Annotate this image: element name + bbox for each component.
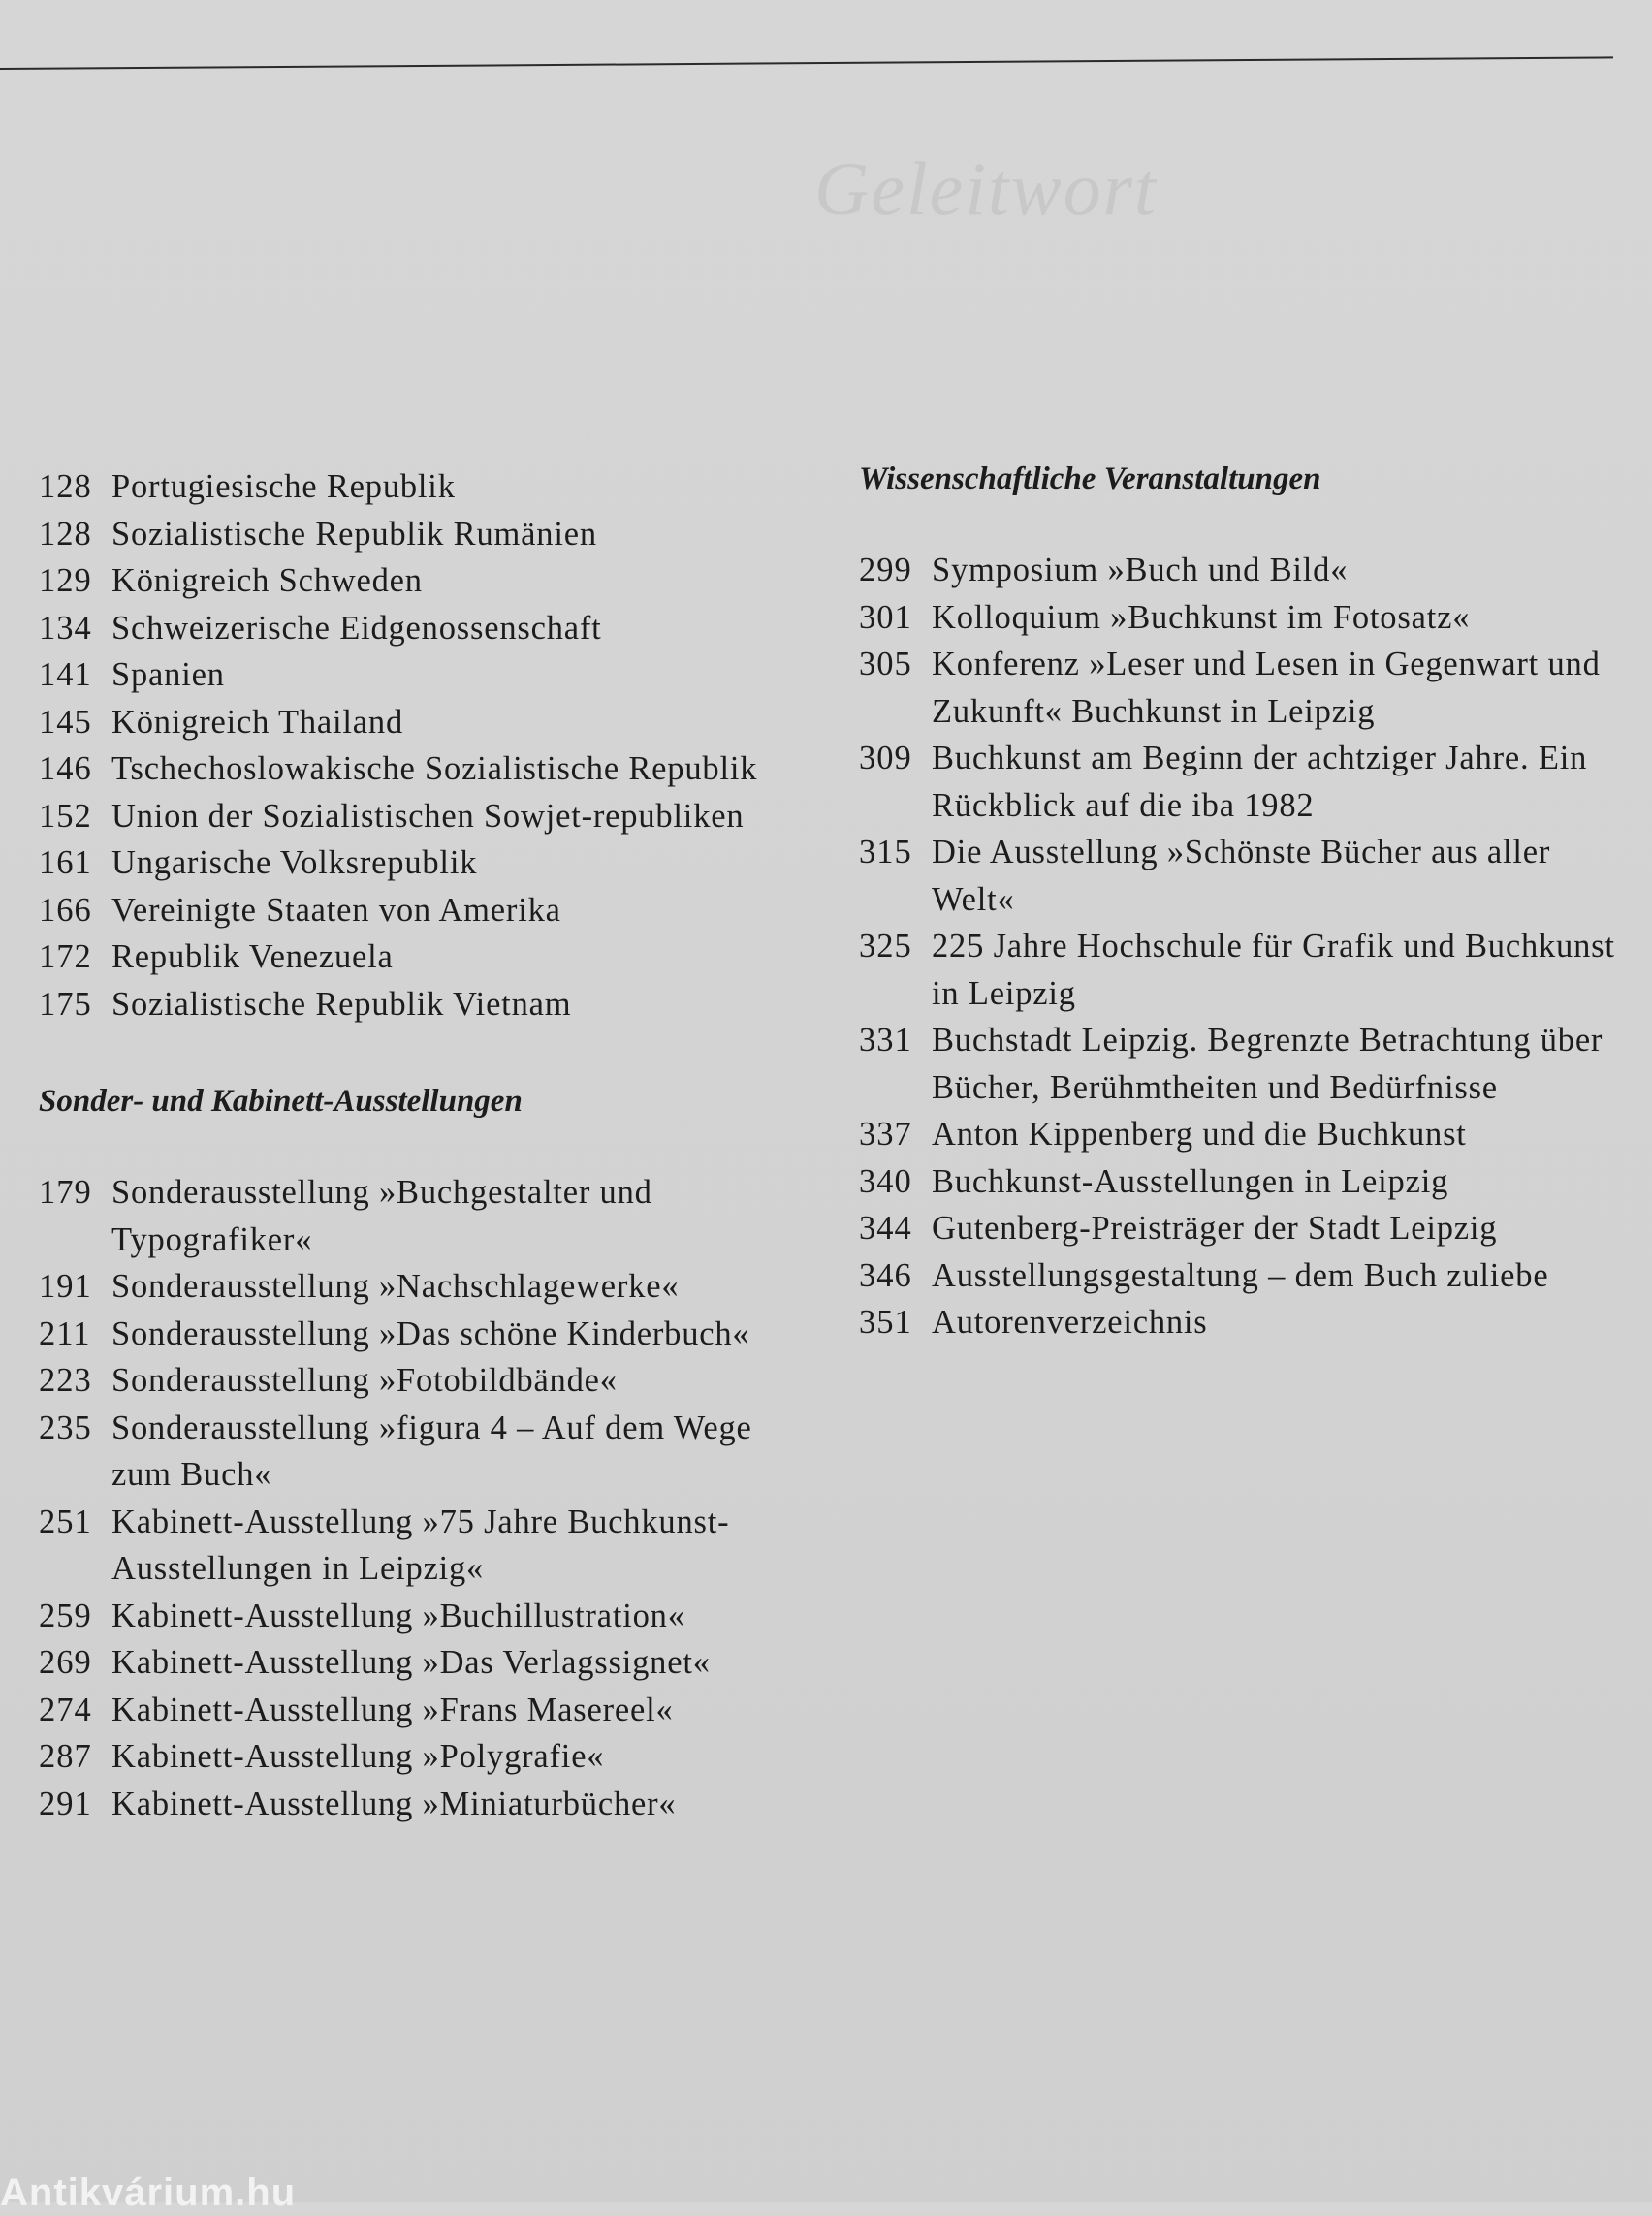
toc-entry (39, 463, 814, 511)
toc-entry-title: Republik Venezuela (111, 938, 394, 975)
toc-page-number: 251 (39, 1503, 92, 1540)
toc-page-number: 134 (39, 609, 92, 647)
toc-entry (39, 933, 814, 981)
toc-entry-title: Kolloquium »Buchkunst im Fotosatz« (932, 598, 1471, 636)
toc-page-number: 141 (39, 656, 92, 693)
toc-entry (39, 1311, 814, 1358)
toc-entry-title: Sozialistische Republik Rumänien (111, 515, 597, 553)
toc-entry (39, 745, 814, 793)
toc-entry-title: Kabinett-Ausstellung »Frans Masereel« (111, 1691, 674, 1728)
toc-entry-title: Schweizerische Eidgenossenschaft (111, 609, 602, 647)
toc-entry-title: Kabinett-Ausstellung »Miniaturbücher« (111, 1785, 677, 1822)
toc-page-number: 179 (39, 1174, 92, 1211)
toc-page-number: 344 (859, 1210, 912, 1247)
toc-page-number: 291 (39, 1785, 92, 1822)
toc-entry (859, 923, 1635, 1017)
toc-page-number: 146 (39, 750, 92, 787)
toc-entry-title: Buchkunst am Beginn der achtziger Jahre. Ein Rückblick auf die iba 1982 (932, 740, 1588, 824)
toc-entry (859, 735, 1635, 829)
toc-entry-title: Gutenberg-Preisträger der Stadt Leipzig (932, 1210, 1498, 1247)
toc-page-number: 128 (39, 515, 92, 553)
right-column (859, 456, 1635, 1346)
toc-entry-title: Sozialistische Republik Vietnam (111, 985, 572, 1023)
toc-page-number: 331 (859, 1022, 912, 1059)
toc-page-number: 259 (39, 1597, 92, 1634)
toc-entry-title: Vereinigte Staaten von Amerika (111, 891, 561, 929)
toc-entry-title: Ungarische Volksrepublik (111, 844, 478, 881)
toc-page-number: 269 (39, 1644, 92, 1681)
toc-entry-title: Sonderausstellung »figura 4 – Auf dem Wege zum Buch« (111, 1408, 752, 1493)
left-column (39, 463, 814, 1827)
toc-entry (39, 981, 814, 1028)
toc-entry-title: Spanien (111, 656, 225, 693)
toc-entry-title: Sonderausstellung »Buchgestalter und Typografiker« (111, 1174, 652, 1258)
toc-entry (39, 1639, 814, 1687)
toc-page-number: 175 (39, 985, 92, 1023)
toc-entry (39, 793, 814, 840)
toc-entry (39, 651, 814, 699)
toc-entry-title: Kabinett-Ausstellung »75 Jahre Buchkunst-Ausstellungen in Leipzig« (111, 1503, 730, 1587)
toc-entry (859, 1252, 1635, 1300)
toc-entry-title: Symposium »Buch und Bild« (932, 552, 1349, 588)
toc-entry-title: Union der Sozialistischen Sowjet-republiken (111, 797, 745, 835)
toc-entry (39, 1405, 814, 1499)
toc-page-number: 287 (39, 1738, 92, 1775)
toc-entry (39, 1357, 814, 1405)
toc-page-number: 161 (39, 844, 92, 881)
toc-entry-title: Portugiesische Republik (111, 468, 456, 505)
toc-entry-title: Königreich Schweden (111, 562, 423, 599)
toc-entry (39, 1781, 814, 1828)
toc-entry-title: Anton Kippenberg und die Buchkunst (932, 1116, 1467, 1153)
watermark: Antikvárium.hu (0, 2171, 297, 2214)
toc-entry-title: Königreich Thailand (111, 703, 404, 741)
toc-page-number: 315 (859, 834, 912, 870)
toc-page-number: 305 (859, 646, 912, 682)
toc-entry-title: Sonderausstellung »Das schöne Kinderbuch« (111, 1314, 750, 1352)
toc-page-number: 351 (859, 1304, 912, 1341)
toc-entry-title: Tschechoslowakische Sozialistische Republik (111, 750, 758, 787)
toc-entry (39, 605, 814, 652)
toc-entry (859, 1205, 1635, 1252)
toc-entry (859, 1299, 1635, 1346)
toc-entry (39, 557, 814, 605)
toc-entry (859, 594, 1635, 642)
toc-entry (39, 511, 814, 558)
toc-entry (859, 641, 1635, 735)
toc-entry-title: Sonderausstellung »Fotobildbände« (111, 1362, 618, 1399)
toc-entry (39, 839, 814, 887)
toc-page-number: 274 (39, 1691, 92, 1728)
toc-list-exhibitions (39, 1169, 814, 1827)
toc-page-number: 152 (39, 797, 92, 835)
section-heading-exhibitions: Sonder- und Kabinett-Ausstellungen (39, 1084, 523, 1119)
toc-entry (39, 1263, 814, 1311)
toc-entry (39, 1169, 814, 1263)
toc-page-number: 129 (39, 562, 92, 599)
toc-entry (859, 547, 1635, 594)
toc-page-number: 309 (859, 740, 912, 776)
toc-page-number: 172 (39, 938, 92, 975)
toc-page-number: 340 (859, 1162, 912, 1200)
toc-entry-title: Kabinett-Ausstellung »Polygrafie« (111, 1738, 605, 1775)
toc-entry-title: Sonderausstellung »Nachschlagewerke« (111, 1268, 680, 1305)
toc-entry-title: Buchstadt Leipzig. Begrenzte Betrachtung über Bücher, Berühmtheiten und Bedürfnisse (932, 1022, 1604, 1106)
toc-page-number: 166 (39, 891, 92, 929)
toc-entry (859, 1017, 1635, 1111)
toc-entry (859, 1158, 1635, 1206)
toc-entry-title: Kabinett-Ausstellung »Das Verlagssignet« (111, 1644, 711, 1681)
toc-entry (39, 887, 814, 934)
toc-entry-title: Kabinett-Ausstellung »Buchillustration« (111, 1597, 685, 1634)
toc-page-number: 346 (859, 1256, 912, 1294)
toc-entry (39, 1687, 814, 1734)
toc-entry (859, 829, 1635, 923)
ghost-title: Geleitwort (814, 146, 1158, 231)
toc-page-number: 301 (859, 598, 912, 636)
toc-page-number: 337 (859, 1116, 912, 1153)
toc-entry (39, 699, 814, 746)
toc-entry (39, 1593, 814, 1640)
toc-entry-title: Buchkunst-Ausstellungen in Leipzig (932, 1162, 1449, 1200)
toc-entry-title: Autorenverzeichnis (932, 1304, 1208, 1341)
toc-entry (859, 1111, 1635, 1158)
toc-entry (39, 1499, 814, 1593)
toc-page-number: 299 (859, 552, 912, 588)
toc-page-number: 235 (39, 1408, 92, 1446)
toc-page-number: 325 (859, 928, 912, 965)
toc-list-events (859, 547, 1635, 1346)
toc-entry-title: Ausstellungsgestaltung – dem Buch zuliebe (932, 1256, 1549, 1294)
section-heading-events: Wissenschaftliche Veranstaltungen (859, 461, 1321, 496)
toc-page-number: 223 (39, 1362, 92, 1399)
toc-page-number: 211 (39, 1314, 91, 1352)
toc-entry (39, 1733, 814, 1781)
toc-entry-title: Die Ausstellung »Schönste Bücher aus aller Welt« (932, 834, 1551, 918)
toc-entry-title: Konferenz »Leser und Lesen in Gegenwart und Zukunft« Buchkunst in Leipzig (932, 646, 1601, 730)
toc-entry-title: 225 Jahre Hochschule für Grafik und Buchkunst in Leipzig (932, 928, 1615, 1012)
top-rule (0, 56, 1613, 70)
toc-page-number: 128 (39, 468, 92, 505)
toc-list-countries (39, 463, 814, 1028)
toc-page-number: 191 (39, 1268, 92, 1305)
toc-page-number: 145 (39, 703, 92, 741)
